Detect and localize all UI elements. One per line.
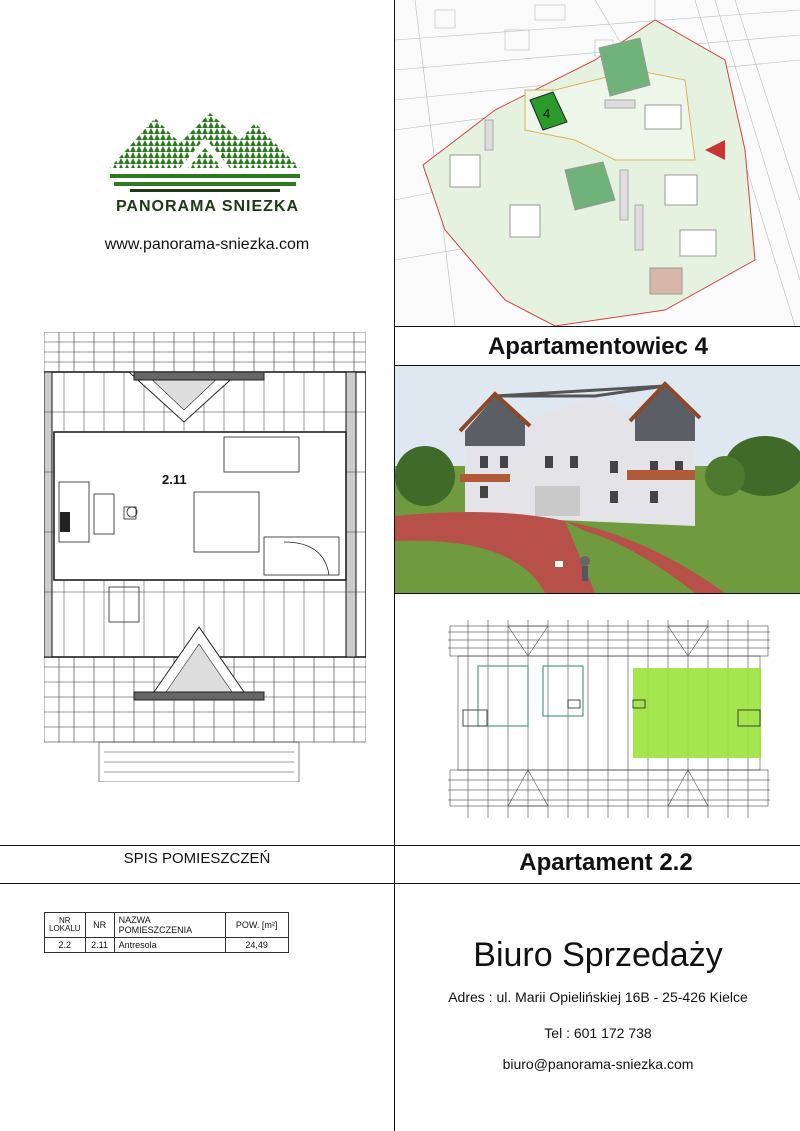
- divider-building-title-top: [394, 326, 800, 327]
- cell-nr-lokalu: 2.2: [45, 938, 86, 953]
- apartment-title: Apartament 2.2: [519, 849, 693, 876]
- header-nr-lokalu: NR LOKALU: [45, 913, 86, 938]
- rooms-table: [44, 912, 289, 953]
- apartment-floor-plan: [44, 332, 366, 782]
- cell-pow: 24,49: [225, 938, 288, 953]
- brand-url[interactable]: www.panorama-sniezka.com: [104, 236, 310, 253]
- office-title: Biuro Sprzedaży: [473, 936, 723, 974]
- table-row: [45, 938, 289, 953]
- rooms-table-header: [45, 913, 289, 938]
- site-map-building-number: 4: [543, 106, 551, 121]
- brand-logo: [100, 68, 310, 258]
- cell-nr: 2.11: [85, 938, 114, 953]
- brand-name: PANORAMA SNIEZKA: [115, 198, 300, 215]
- divider-render-bottom: [394, 593, 800, 594]
- floor-plan-room-label: 2.11: [162, 472, 187, 487]
- building-render: [395, 366, 800, 593]
- header-nr: NR: [85, 913, 114, 938]
- cell-nazwa: Antresola: [114, 938, 225, 953]
- header-pow: POW. [m²]: [225, 913, 288, 938]
- rooms-list-title: SPIS POMIESZCZEŃ: [123, 850, 271, 867]
- header-nazwa: NAZWA POMIESZCZENIA: [114, 913, 225, 938]
- building-floor-plan: [448, 620, 770, 818]
- office-address: Adres : ul. Marii Opielińskiej 16B - 25-426 Kielce: [448, 989, 748, 1005]
- building-title: Apartamentowiec 4: [487, 333, 709, 360]
- office-phone[interactable]: Tel : 601 172 738: [544, 1025, 652, 1041]
- divider-header-row-bottom: [0, 883, 800, 884]
- office-email[interactable]: biuro@panorama-sniezka.com: [502, 1056, 694, 1072]
- divider-header-row-top: [0, 845, 800, 846]
- site-map: [395, 0, 800, 326]
